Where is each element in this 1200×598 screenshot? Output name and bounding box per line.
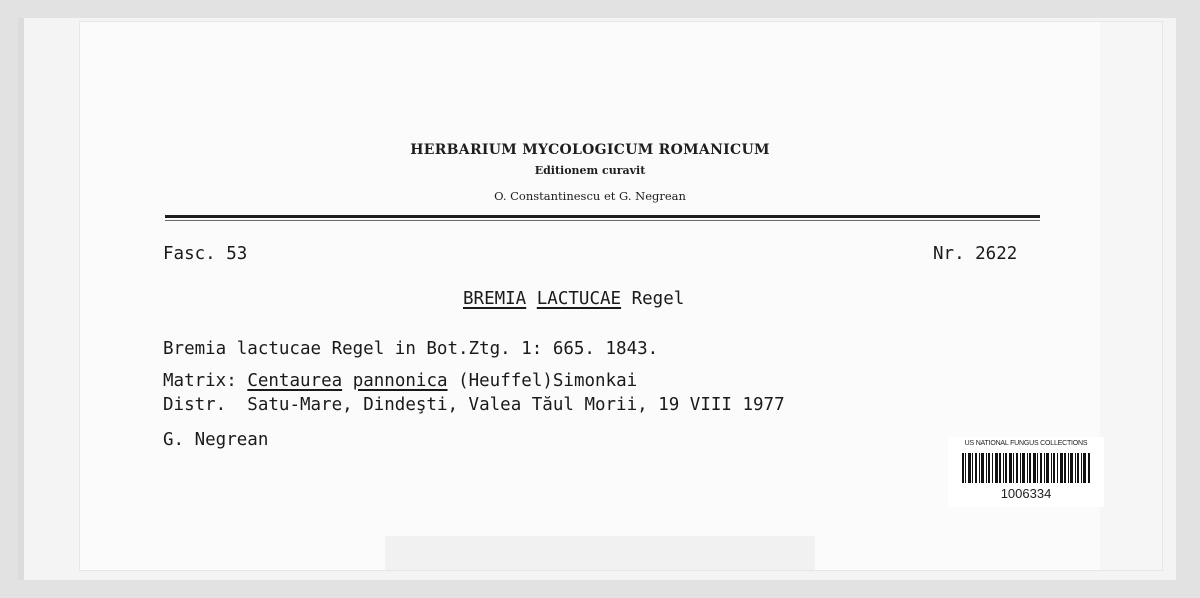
distribution-line xyxy=(163,395,785,415)
paper-fold xyxy=(385,536,815,570)
fascicle-number: Fasc. 53 xyxy=(163,244,248,264)
sheet-edge xyxy=(18,18,24,580)
editor-line: Editionem curavit xyxy=(534,164,646,177)
citation: Bremia lactucae Regel in Bot.Ztg. 1: 665. 1843. xyxy=(163,339,659,359)
specimen-number: Nr. 2622 xyxy=(933,244,1018,264)
barcode-number: 1006334 xyxy=(1000,486,1052,501)
label-strip xyxy=(1100,22,1162,570)
distribution-text: Satu-Mare, Dindeşti, Valea Tăul Morii, 19 VIII 1977 xyxy=(247,395,785,415)
species-author: Regel xyxy=(631,289,685,309)
matrix-line xyxy=(163,371,637,391)
collector: G. Negrean xyxy=(163,430,269,450)
herbarium-title: HERBARIUM MYCOLOGICUM ROMANICUM xyxy=(410,142,770,158)
host-author: (Heuffel)Simonkai xyxy=(458,371,638,391)
header-divider-thin xyxy=(165,220,1040,221)
barcode-label xyxy=(948,437,1104,507)
barcode-caption: US NATIONAL FUNGUS COLLECTIONS xyxy=(964,440,1088,447)
species-name xyxy=(463,289,684,309)
barcode-icon xyxy=(962,453,1090,483)
editors: O. Constantinescu et G. Negrean xyxy=(494,189,686,203)
header-divider xyxy=(165,215,1040,218)
matrix-label: Matrix: xyxy=(163,371,237,391)
host-epithet: pannonica xyxy=(352,371,448,391)
distribution-label: Distr. xyxy=(163,395,227,415)
genus: BREMIA xyxy=(463,289,527,309)
epithet: LACTUCAE xyxy=(536,289,622,309)
host-genus: Centaurea xyxy=(247,371,343,391)
